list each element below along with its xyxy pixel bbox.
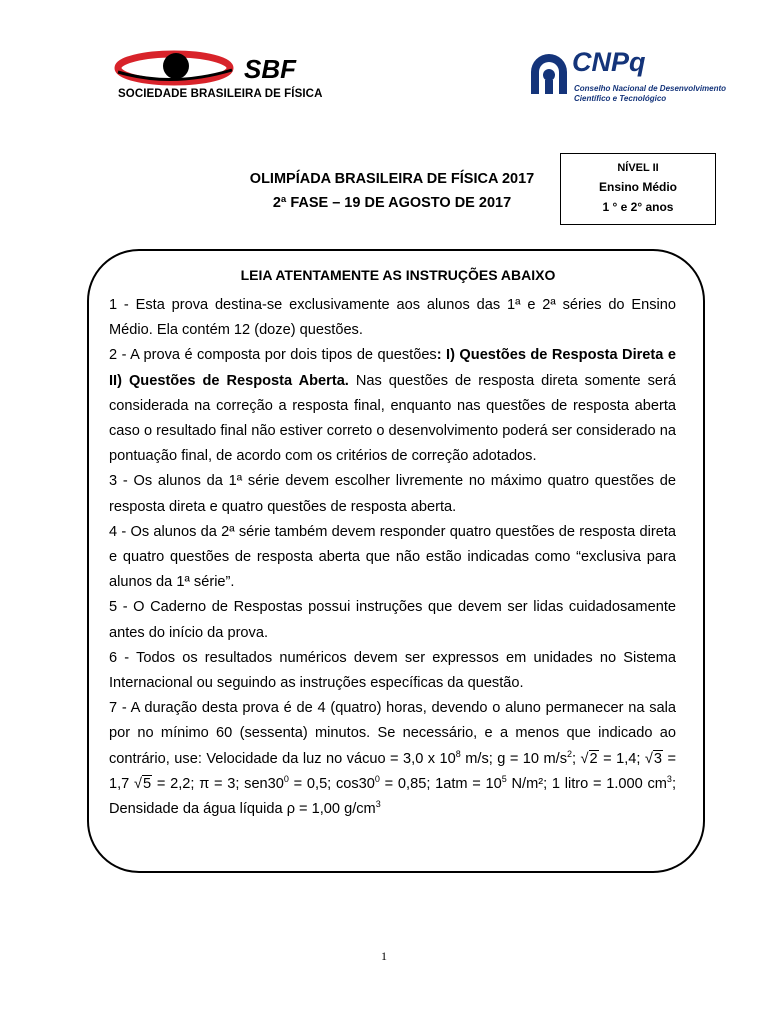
instruction-item-5: 5 - O Caderno de Respostas possui instruções que devem ser lidas cuidadosamente antes do início da prova.: [109, 599, 676, 641]
exam-title: OLIMPÍADA BRASILEIRA DE FÍSICA 2017: [249, 171, 535, 187]
instruction-item-2-start: 2 - A prova é composta por dois tipos de questões: [109, 347, 437, 364]
instruction-item-2-end: Nas questões de resposta direta somente será considerada na correção a resposta final, enquanto nas questões de resposta aberta caso o resultado final não estiver correto o desenvolvimento poderá ser considerado na pontuação final, de acordo com os critérios de correção adotados.: [109, 372, 677, 465]
item7-radicand: 2: [589, 750, 598, 767]
cnpq-name: CNPq: [572, 47, 646, 77]
item7-text: = 0,5; cos30: [288, 775, 375, 792]
item7-exp: 3: [666, 774, 672, 784]
item7-exp: 0: [374, 774, 380, 784]
item7-exp: 8: [455, 748, 461, 759]
instruction-item-2-bold: : I) Questões de Resposta Direta e II) Questões de Resposta Aberta.: [109, 347, 676, 389]
instruction-item-7: [109, 696, 676, 822]
level-label: NÍVEL II: [617, 162, 659, 174]
item7-text: = 1,7 √: [109, 750, 677, 792]
item7-text: = 2,2; π = 3; sen30: [152, 775, 284, 792]
instruction-item-3: 3 - Os alunos da 1ª série devem escolher livremente no máximo quatro questões de resposta direta e quatro questões de resposta aberta.: [109, 473, 676, 515]
item7-exp: 2: [567, 748, 573, 759]
instruction-item-6: 6 - Todos os resultados numéricos devem ser expressos em unidades no Sistema Internacional ou seguindo as instruções específicas da questão.: [109, 649, 676, 692]
cnpq-caption-line2: Científico e Tecnológico: [574, 94, 667, 103]
item7-text: m/s; g = 10 m/s: [460, 750, 567, 767]
item7-radicand: 5: [143, 775, 152, 792]
stage-label: Ensino Médio: [599, 180, 677, 194]
instruction-item-4: 4 - Os alunos da 2ª série também devem responder quatro questões de resposta direta e quatro questões de resposta aberta que não estão indicadas como “exclusiva para alunos da 1ª série”.: [109, 523, 676, 591]
item7-text: N/m²; 1 litro = 1.000 cm: [506, 775, 667, 792]
item7-exp: 0: [283, 774, 289, 784]
page-number: 1: [381, 949, 387, 963]
item7-text: ; √: [572, 750, 589, 767]
instructions-body: [109, 293, 676, 822]
item7-text: ; Densidade da água líquida ρ = 1,00 g/cm: [109, 775, 676, 818]
item7-text: = 0,85; 1atm = 10: [379, 775, 502, 792]
instruction-item-1: 1 - Esta prova destina-se exclusivamente aos alunos das 1ª e 2ª séries do Ensino Médio. Ela contém 12 (doze) questões.: [109, 297, 676, 339]
sbf-logo-text: SBF: [244, 54, 296, 84]
item7-radicand: 3: [653, 750, 663, 767]
sbf-caption: SOCIEDADE BRASILEIRA DE FÍSICA: [118, 88, 323, 100]
item7-exp: 5: [501, 774, 507, 784]
item7-text: = 1,4; √: [598, 750, 653, 767]
item7-exp: 3: [375, 799, 381, 810]
level-box: [560, 153, 716, 225]
years-label: 1 ° e 2° anos: [602, 200, 674, 214]
cnpq-caption-line1: Conselho Nacional de Desenvolvimento: [574, 84, 727, 93]
instructions-heading: LEIA ATENTAMENTE AS INSTRUÇÕES ABAIXO: [240, 267, 556, 283]
item7-text: 7 - A duração desta prova é de 4 (quatro) horas, devendo o aluno permanecer na sala por no mínimo 60 (sessenta) minutos. Se necessário, e a menos que indicado ao contrário, use: Velocidade da luz no vácuo = 3,0 x 10: [109, 700, 676, 767]
exam-date: 2ª FASE – 19 DE AGOSTO DE 2017: [272, 195, 512, 211]
instruction-item-2: [109, 343, 676, 469]
